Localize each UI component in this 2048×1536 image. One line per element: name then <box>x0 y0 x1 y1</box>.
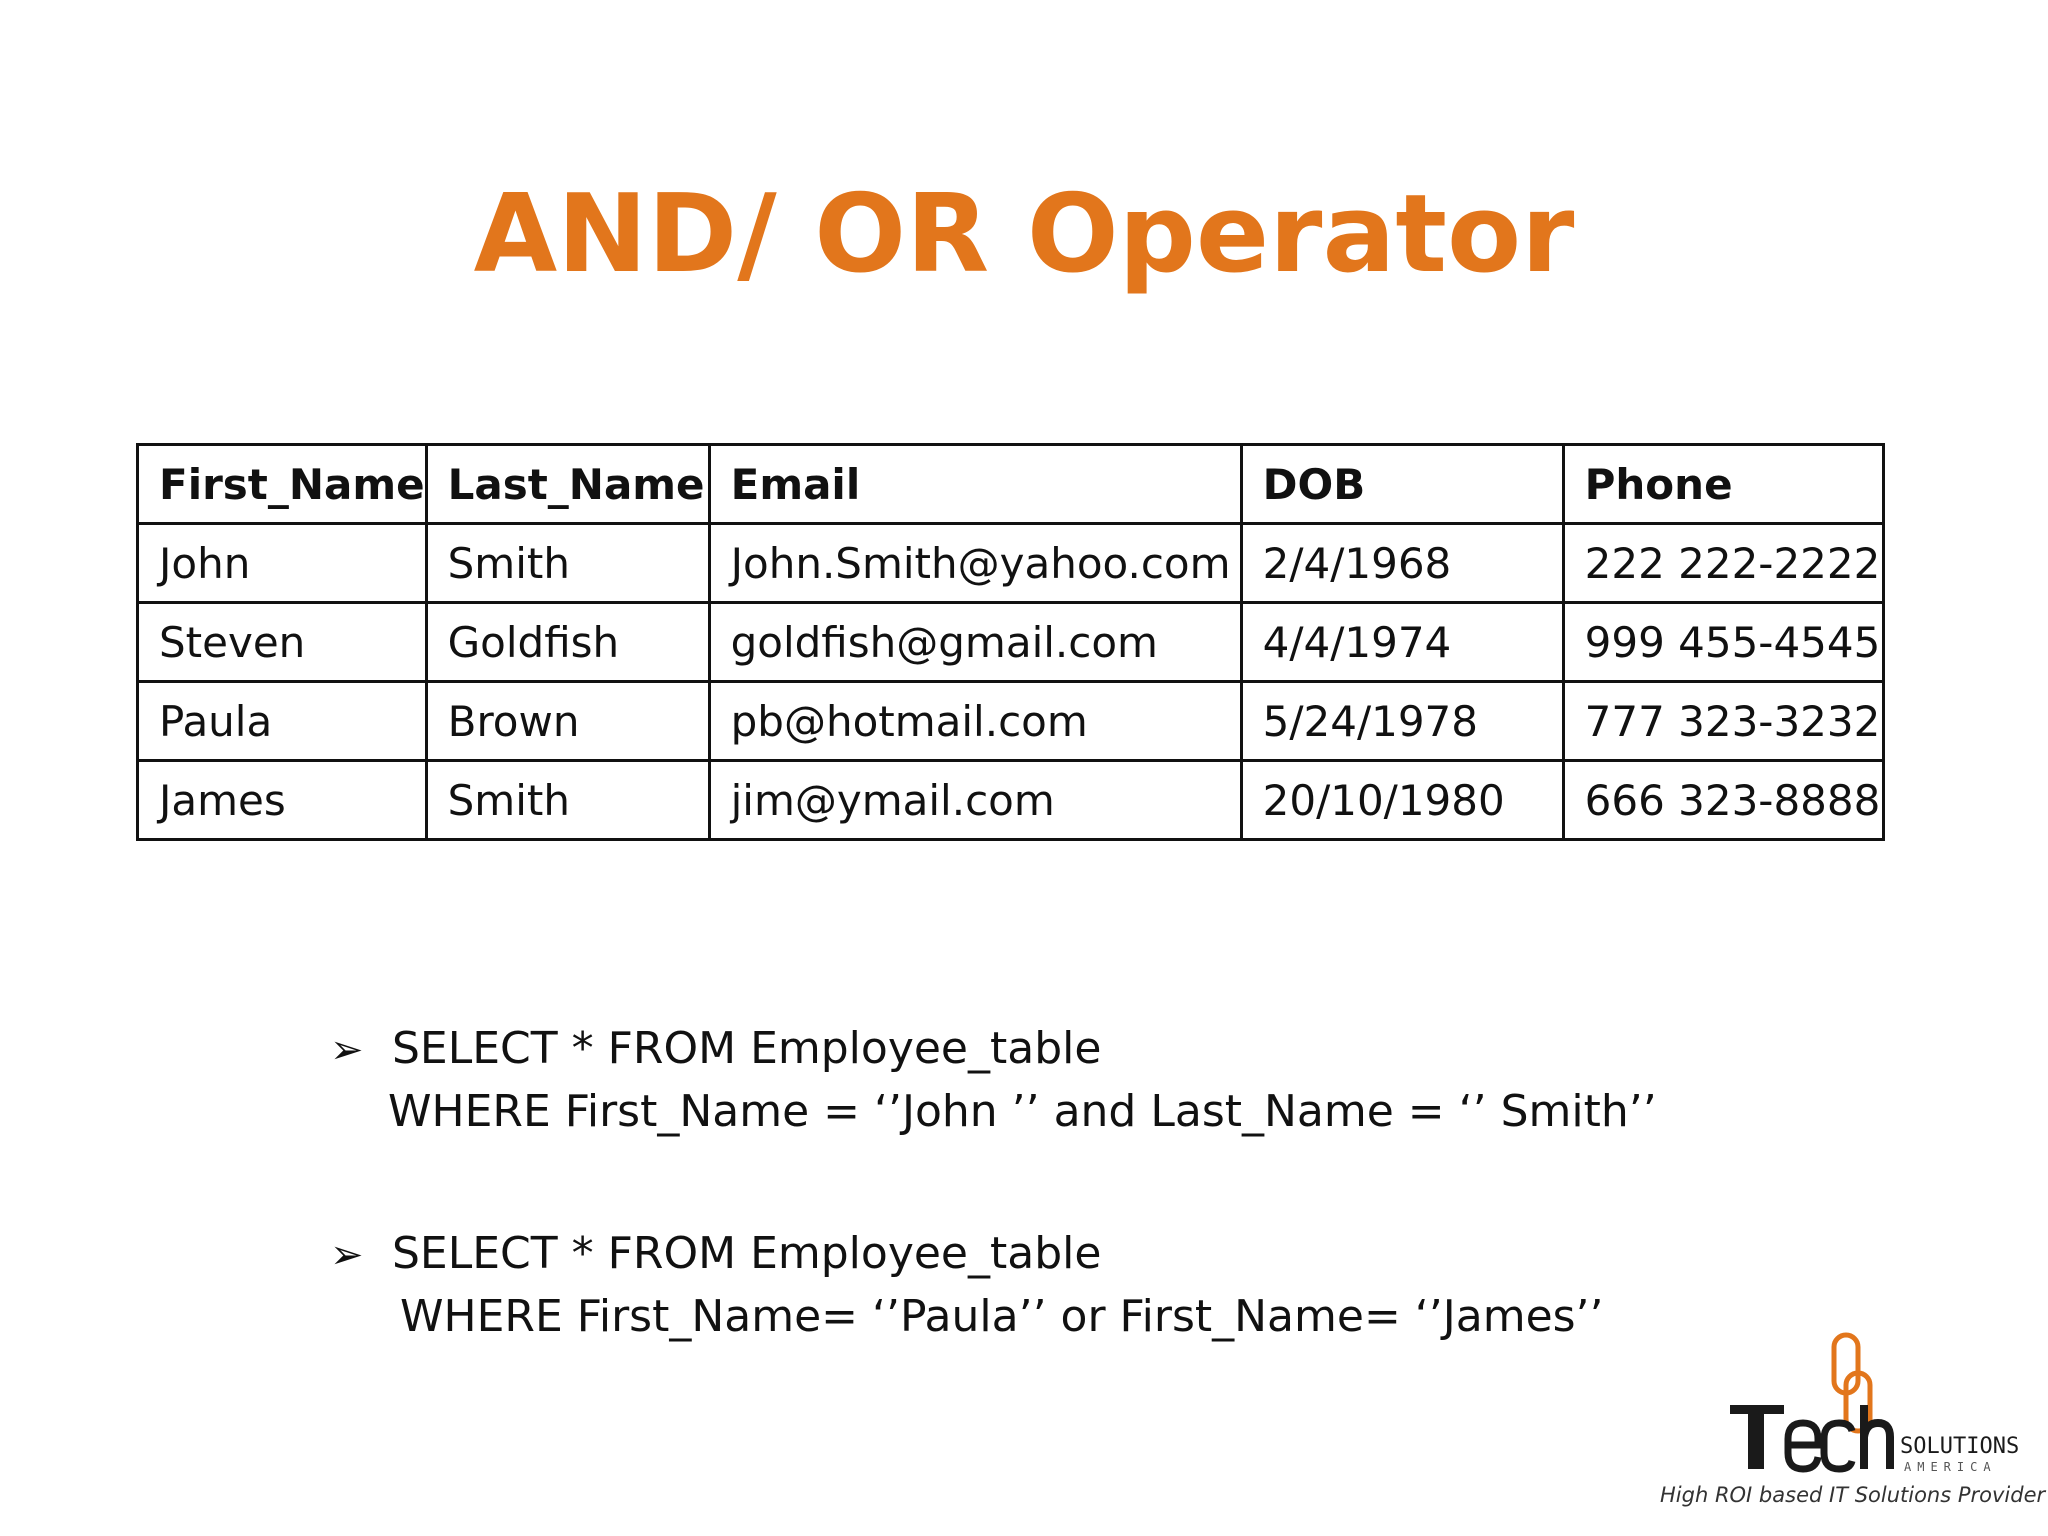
cell-first-name: John <box>138 524 427 603</box>
cell-phone: 999 455-4545 <box>1563 603 1883 682</box>
logo-tagline: High ROI based IT Solutions Provider <box>1660 1483 2046 1507</box>
cell-dob: 5/24/1978 <box>1241 682 1563 761</box>
query-line-1 <box>330 1223 1604 1286</box>
query-bullet-or <box>330 1223 1604 1348</box>
employee-table <box>136 443 1885 841</box>
table-row <box>138 761 1884 840</box>
chain-link-logo-icon <box>1660 1325 2020 1485</box>
cell-dob: 2/4/1968 <box>1241 524 1563 603</box>
cell-phone: 777 323-3232 <box>1563 682 1883 761</box>
cell-email: pb@hotmail.com <box>709 682 1241 761</box>
cell-first-name: Steven <box>138 603 427 682</box>
arrow-bullet-icon: ➢ <box>330 1232 364 1278</box>
logo-solutions-text: SOLUTIONS <box>1900 1434 2020 1459</box>
cell-last-name: Smith <box>426 524 709 603</box>
table-row <box>138 682 1884 761</box>
cell-dob: 4/4/1974 <box>1241 603 1563 682</box>
query-bullet-and <box>330 1018 1657 1143</box>
table-row <box>138 524 1884 603</box>
logo-america-text: AMERICA <box>1904 1460 1997 1474</box>
table-header-row <box>138 445 1884 524</box>
cell-last-name: Goldfish <box>426 603 709 682</box>
cell-dob: 20/10/1980 <box>1241 761 1563 840</box>
table-row <box>138 603 1884 682</box>
cell-last-name: Smith <box>426 761 709 840</box>
column-header-last-name: Last_Name <box>426 445 709 524</box>
cell-email: jim@ymail.com <box>709 761 1241 840</box>
cell-email: John.Smith@yahoo.com <box>709 524 1241 603</box>
query-select-text: SELECT * FROM Employee_table <box>392 1228 1102 1279</box>
column-header-phone: Phone <box>1563 445 1883 524</box>
query-select-text: SELECT * FROM Employee_table <box>392 1023 1102 1074</box>
arrow-bullet-icon: ➢ <box>330 1027 364 1073</box>
column-header-dob: DOB <box>1241 445 1563 524</box>
query-line-1 <box>330 1018 1657 1081</box>
cell-first-name: James <box>138 761 427 840</box>
query-where-text: WHERE First_Name= ‘’Paula’’ or First_Name= ‘’James’’ <box>400 1291 1604 1342</box>
column-header-email: Email <box>709 445 1241 524</box>
cell-email: goldfish@gmail.com <box>709 603 1241 682</box>
tech-solutions-logo <box>1660 1325 2046 1525</box>
query-where-text: WHERE First_Name = ‘’John ’’ and Last_Name = ‘’ Smith’’ <box>388 1086 1657 1137</box>
cell-first-name: Paula <box>138 682 427 761</box>
slide-title: AND/ OR Operator <box>473 172 1575 297</box>
cell-phone: 222 222-2222 <box>1563 524 1883 603</box>
cell-last-name: Brown <box>426 682 709 761</box>
cell-phone: 666 323-8888 <box>1563 761 1883 840</box>
column-header-first-name: First_Name <box>138 445 427 524</box>
